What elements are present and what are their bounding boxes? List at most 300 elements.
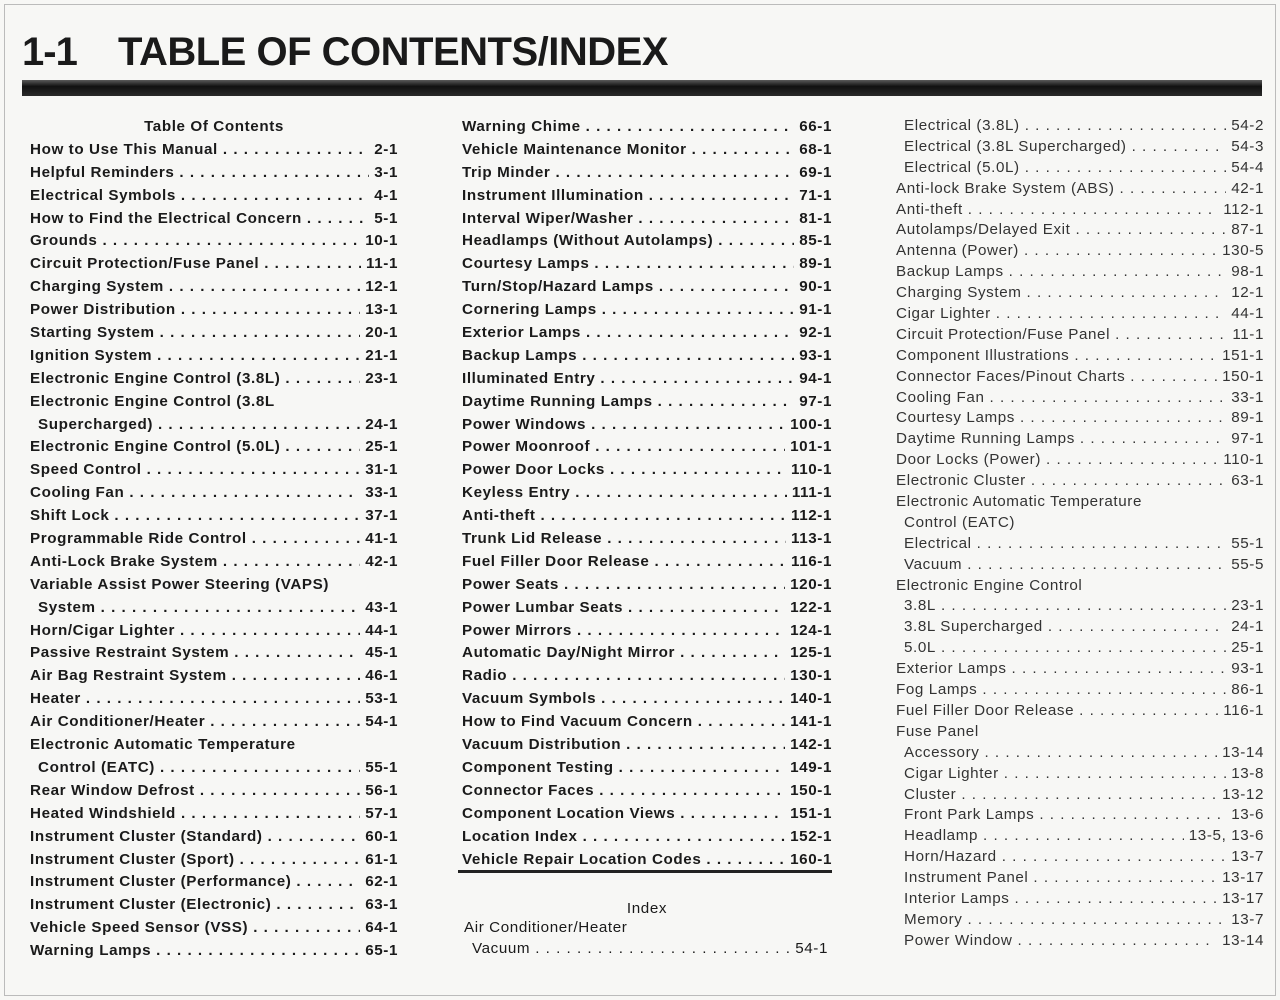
entry-page: 60-1 bbox=[365, 827, 398, 845]
entry-label: Anti-theft bbox=[462, 507, 536, 525]
toc-entry bbox=[462, 368, 832, 391]
dot-leader bbox=[610, 459, 786, 482]
dot-leader bbox=[638, 208, 794, 231]
dot-leader bbox=[1014, 889, 1217, 910]
dot-leader bbox=[223, 551, 360, 574]
toc-entry bbox=[30, 574, 398, 597]
entry-label: Variable Assist Power Steering (VAPS) bbox=[30, 575, 330, 593]
entry-label: Interval Wiper/Washer bbox=[462, 209, 634, 227]
dot-leader bbox=[968, 200, 1219, 221]
toc-entry bbox=[462, 528, 832, 551]
dot-leader bbox=[1039, 805, 1226, 826]
entry-page: 122-1 bbox=[790, 598, 832, 616]
entry-page: 110-1 bbox=[1223, 451, 1264, 469]
entry-page: 66-1 bbox=[799, 118, 832, 135]
entry-page: 64-1 bbox=[365, 919, 398, 937]
dot-leader bbox=[602, 299, 794, 322]
toc-entry bbox=[30, 139, 398, 162]
entry-page: 86-1 bbox=[1231, 681, 1264, 699]
entry-page: 94-1 bbox=[799, 369, 832, 387]
dot-leader bbox=[1009, 262, 1227, 283]
toc-entry bbox=[30, 322, 398, 345]
entry-page: 90-1 bbox=[799, 278, 832, 296]
entry-page: 42-1 bbox=[1231, 179, 1264, 197]
dot-leader bbox=[180, 620, 360, 643]
toc-entry bbox=[30, 780, 398, 803]
entry-label: 3.8L Supercharged bbox=[904, 618, 1043, 636]
entry-label: Electronic Automatic Temperature bbox=[896, 493, 1142, 511]
dot-leader bbox=[160, 757, 360, 780]
index-entry bbox=[896, 868, 1264, 889]
index-entry bbox=[896, 743, 1264, 764]
entry-page: 23-1 bbox=[1231, 597, 1264, 615]
index-entry bbox=[896, 680, 1264, 701]
dot-leader bbox=[583, 826, 786, 849]
entry-label: Illuminated Entry bbox=[462, 369, 596, 387]
dot-leader bbox=[1132, 137, 1227, 158]
toc-entry bbox=[30, 276, 398, 299]
entry-label: Fog Lamps bbox=[896, 681, 978, 699]
entry-label: Autolamps/Delayed Exit bbox=[896, 221, 1071, 239]
dot-leader bbox=[234, 642, 360, 665]
entry-label: Instrument Panel bbox=[904, 869, 1029, 887]
dot-leader bbox=[626, 734, 785, 757]
entry-label: Charging System bbox=[896, 284, 1022, 302]
entry-page: 13-5, 13-6 bbox=[1188, 827, 1264, 845]
toc-column-2 bbox=[462, 116, 832, 871]
entry-label: Air Conditioner/Heater bbox=[464, 919, 628, 936]
entry-label: How to Use This Manual bbox=[30, 140, 218, 158]
dot-leader bbox=[1079, 701, 1218, 722]
dot-leader bbox=[1080, 429, 1226, 450]
entry-page: 97-1 bbox=[1231, 430, 1264, 448]
entry-label: Courtesy Lamps bbox=[462, 255, 590, 273]
index-start bbox=[464, 917, 828, 959]
entry-page: 13-14 bbox=[1222, 931, 1264, 949]
entry-label: Vehicle Speed Sensor (VSS) bbox=[30, 919, 249, 937]
index-entry bbox=[896, 805, 1264, 826]
toc-entry bbox=[30, 917, 398, 940]
entry-label: Automatic Day/Night Mirror bbox=[462, 644, 676, 662]
index-entry bbox=[896, 241, 1264, 262]
entry-label: Anti-theft bbox=[896, 200, 963, 218]
toc-entry bbox=[462, 665, 832, 688]
dot-leader bbox=[1130, 367, 1217, 388]
dot-leader bbox=[941, 638, 1226, 659]
entry-label: Programmable Ride Control bbox=[30, 530, 247, 548]
toc-entry bbox=[462, 139, 832, 162]
toc-entry bbox=[462, 803, 832, 826]
index-entry bbox=[896, 367, 1264, 388]
dot-leader bbox=[1024, 241, 1217, 262]
entry-label: Shift Lock bbox=[30, 507, 110, 525]
entry-label: Passive Restraint System bbox=[30, 644, 230, 662]
toc-entry bbox=[30, 734, 398, 757]
dot-leader bbox=[982, 680, 1226, 701]
entry-page: 13-7 bbox=[1231, 848, 1264, 866]
dot-leader bbox=[1075, 220, 1226, 241]
entry-page: 11-1 bbox=[1232, 325, 1264, 343]
entry-page: 63-1 bbox=[1231, 472, 1264, 490]
entry-page: 142-1 bbox=[790, 736, 832, 754]
entry-label: Exterior Lamps bbox=[896, 660, 1007, 678]
entry-page: 2-1 bbox=[374, 140, 398, 158]
index-entry bbox=[896, 701, 1264, 722]
dot-leader bbox=[1025, 158, 1226, 179]
dot-leader bbox=[296, 871, 360, 894]
entry-label: Circuit Protection/Fuse Panel bbox=[30, 255, 260, 273]
entry-page: 20-1 bbox=[365, 324, 398, 342]
entry-label: How to Find Vacuum Concern bbox=[462, 713, 693, 731]
entry-label: Front Park Lamps bbox=[904, 806, 1035, 824]
toc-entry bbox=[30, 871, 398, 894]
entry-label: Connector Faces bbox=[462, 781, 595, 799]
entry-page: 13-17 bbox=[1222, 889, 1264, 907]
entry-label: Electronic Engine Control (3.8L) bbox=[30, 369, 281, 387]
dot-leader bbox=[129, 482, 360, 505]
index-entry bbox=[896, 304, 1264, 325]
toc-entry bbox=[30, 894, 398, 917]
dot-leader bbox=[967, 555, 1226, 576]
entry-page: 12-1 bbox=[365, 278, 398, 296]
entry-page: 87-1 bbox=[1231, 221, 1264, 239]
toc-entry bbox=[30, 253, 398, 276]
toc-entry bbox=[462, 734, 832, 757]
dot-leader bbox=[232, 665, 360, 688]
dot-leader bbox=[555, 162, 794, 185]
toc-entry bbox=[30, 368, 398, 391]
index-entry bbox=[896, 889, 1264, 910]
dot-leader bbox=[961, 785, 1217, 806]
entry-page: 81-1 bbox=[799, 209, 832, 227]
toc-entry bbox=[462, 780, 832, 803]
toc-entry bbox=[30, 185, 398, 208]
entry-page: 65-1 bbox=[365, 942, 398, 960]
entry-label: Warning Chime bbox=[462, 118, 581, 135]
entry-page: 24-1 bbox=[365, 415, 398, 433]
entry-page: 89-1 bbox=[799, 255, 832, 273]
dot-leader bbox=[582, 345, 794, 368]
entry-label: Power Seats bbox=[462, 575, 559, 593]
dot-leader bbox=[223, 139, 369, 162]
dot-leader bbox=[114, 505, 360, 528]
entry-page: 46-1 bbox=[365, 667, 398, 685]
toc-entry bbox=[462, 414, 832, 437]
entry-label: Memory bbox=[904, 910, 963, 928]
entry-page: 62-1 bbox=[365, 873, 398, 891]
dot-leader bbox=[658, 391, 795, 414]
toc-entry bbox=[30, 459, 398, 482]
entry-page: 21-1 bbox=[365, 346, 398, 364]
toc-entry bbox=[462, 597, 832, 620]
dot-leader bbox=[1018, 931, 1218, 952]
entry-label: Vacuum bbox=[472, 940, 531, 957]
entry-label: Location Index bbox=[462, 827, 578, 845]
dot-leader bbox=[1046, 450, 1218, 471]
dot-leader bbox=[941, 596, 1226, 617]
entry-page: 63-1 bbox=[365, 896, 398, 914]
entry-page: 93-1 bbox=[1231, 660, 1264, 678]
entry-page: 3-1 bbox=[374, 163, 398, 181]
index-entry bbox=[896, 931, 1264, 952]
entry-page: 45-1 bbox=[365, 644, 398, 662]
dot-leader bbox=[1012, 659, 1227, 680]
entry-label: Air Conditioner/Heater bbox=[30, 713, 206, 731]
entry-label: Component Illustrations bbox=[896, 346, 1070, 364]
toc-entry bbox=[30, 665, 398, 688]
section-number: 1-1 bbox=[22, 30, 77, 74]
entry-page: 24-1 bbox=[1231, 618, 1264, 636]
entry-label: Headlamp bbox=[904, 827, 979, 845]
toc-entry bbox=[462, 642, 832, 665]
index-entry bbox=[896, 325, 1264, 346]
toc-entry bbox=[462, 711, 832, 734]
entry-label: Backup Lamps bbox=[896, 263, 1004, 281]
dot-leader bbox=[1002, 847, 1226, 868]
dot-leader bbox=[1120, 179, 1227, 200]
entry-page: 13-17 bbox=[1222, 869, 1264, 887]
entry-label: Daytime Running Lamps bbox=[462, 392, 653, 410]
entry-label: Exterior Lamps bbox=[462, 324, 581, 342]
entry-page: 10-1 bbox=[365, 232, 398, 250]
entry-page: 25-1 bbox=[1231, 639, 1264, 657]
dot-leader bbox=[706, 849, 785, 872]
entry-page: 69-1 bbox=[799, 163, 832, 181]
entry-page: 54-1 bbox=[365, 713, 398, 731]
entry-label: Instrument Cluster (Standard) bbox=[30, 827, 263, 845]
dot-leader bbox=[200, 780, 360, 803]
dot-leader bbox=[586, 322, 794, 345]
entry-label: Electronic Engine Control (5.0L) bbox=[30, 438, 281, 456]
dot-leader bbox=[595, 436, 785, 459]
page-title: TABLE OF CONTENTS/INDEX bbox=[118, 30, 668, 74]
entry-label: Electrical Symbols bbox=[30, 186, 176, 204]
dot-leader bbox=[586, 116, 795, 139]
entry-label: Starting System bbox=[30, 324, 155, 342]
toc-entry bbox=[30, 345, 398, 368]
entry-page: 11-1 bbox=[366, 255, 398, 273]
entry-label: Speed Control bbox=[30, 461, 142, 479]
entry-label: Component Location Views bbox=[462, 804, 676, 822]
entry-label: System bbox=[38, 598, 96, 616]
entry-page: 100-1 bbox=[790, 415, 832, 433]
entry-label: Ignition System bbox=[30, 346, 153, 364]
entry-page: 13-7 bbox=[1231, 910, 1264, 928]
entry-page: 120-1 bbox=[790, 575, 832, 593]
dot-leader bbox=[984, 722, 1259, 743]
entry-label: Backup Lamps bbox=[462, 346, 578, 364]
toc-entry bbox=[462, 757, 832, 780]
dot-leader bbox=[86, 688, 360, 711]
entry-label: Cornering Lamps bbox=[462, 301, 597, 319]
dot-leader bbox=[996, 304, 1226, 325]
entry-label: Heated Windshield bbox=[30, 804, 176, 822]
dot-leader bbox=[983, 826, 1184, 847]
toc-entry bbox=[462, 482, 832, 505]
toc-entry bbox=[30, 688, 398, 711]
dot-leader bbox=[285, 436, 360, 459]
entry-label: Electronic Automatic Temperature bbox=[30, 736, 296, 754]
entry-page: 91-1 bbox=[799, 301, 832, 319]
dot-leader bbox=[169, 276, 360, 299]
toc-entry bbox=[462, 391, 832, 414]
entry-page: 89-1 bbox=[1231, 409, 1264, 427]
entry-label: Electronic Engine Control bbox=[896, 576, 1083, 594]
entry-label: Power Mirrors bbox=[462, 621, 572, 639]
entry-page: 149-1 bbox=[790, 758, 832, 776]
entry-page: 31-1 bbox=[365, 461, 398, 479]
entry-label: Daytime Running Lamps bbox=[896, 430, 1075, 448]
entry-page: 61-1 bbox=[365, 850, 398, 868]
entry-page: 111-1 bbox=[791, 484, 832, 502]
index-entry bbox=[896, 116, 1264, 137]
entry-label: Air Bag Restraint System bbox=[30, 667, 227, 685]
toc-entry bbox=[30, 826, 398, 849]
entry-label: Power Window bbox=[904, 931, 1013, 949]
toc-entry bbox=[462, 551, 832, 574]
toc-entry bbox=[30, 230, 398, 253]
dot-leader bbox=[264, 253, 361, 276]
toc-entry bbox=[462, 208, 832, 231]
index-entry bbox=[896, 179, 1264, 200]
entry-page: 37-1 bbox=[365, 507, 398, 525]
toc-entry bbox=[30, 482, 398, 505]
section-divider bbox=[458, 870, 832, 873]
toc-entry bbox=[30, 208, 398, 231]
toc-entry bbox=[30, 711, 398, 734]
toc-entry bbox=[462, 299, 832, 322]
entry-label: Vehicle Maintenance Monitor bbox=[462, 140, 687, 158]
entry-page: 42-1 bbox=[365, 552, 398, 570]
entry-page: 44-1 bbox=[365, 621, 398, 639]
dot-leader bbox=[1025, 116, 1226, 137]
entry-page: 93-1 bbox=[799, 346, 832, 364]
entry-label: Power Door Locks bbox=[462, 461, 605, 479]
dot-leader bbox=[607, 528, 786, 551]
index-entry bbox=[896, 513, 1264, 534]
index-entry bbox=[896, 764, 1264, 785]
index-entry bbox=[896, 137, 1264, 158]
entry-page: 25-1 bbox=[365, 438, 398, 456]
toc-entry bbox=[30, 940, 398, 963]
entry-page: 112-1 bbox=[1223, 200, 1264, 218]
dot-leader bbox=[268, 826, 361, 849]
entry-page: 55-1 bbox=[1231, 534, 1264, 552]
dot-leader bbox=[334, 574, 393, 597]
entry-page: 13-1 bbox=[365, 301, 398, 319]
index-entry bbox=[896, 534, 1264, 555]
entry-label: Door Locks (Power) bbox=[896, 451, 1041, 469]
dot-leader bbox=[101, 597, 361, 620]
dot-leader bbox=[575, 482, 787, 505]
toc-entry bbox=[462, 459, 832, 482]
entry-page: 101-1 bbox=[790, 438, 832, 456]
entry-page: 71-1 bbox=[799, 186, 832, 204]
entry-label: Component Testing bbox=[462, 758, 614, 776]
toc-entry bbox=[30, 436, 398, 459]
entry-label: Accessory bbox=[904, 743, 980, 761]
entry-label: Cigar Lighter bbox=[896, 305, 991, 323]
entry-label: Charging System bbox=[30, 278, 164, 296]
index-entry bbox=[896, 408, 1264, 429]
toc-entry bbox=[30, 162, 398, 185]
dot-leader bbox=[628, 597, 785, 620]
entry-label: Control (EATC) bbox=[904, 513, 1016, 531]
entry-label: Turn/Stop/Hazard Lamps bbox=[462, 278, 654, 296]
toc-entry bbox=[462, 620, 832, 643]
entry-label: Vacuum bbox=[904, 555, 963, 573]
toc-entry bbox=[462, 162, 832, 185]
entry-label: Control (EATC) bbox=[38, 758, 155, 776]
dot-leader bbox=[181, 299, 360, 322]
toc-entry bbox=[30, 528, 398, 551]
index-entry bbox=[896, 429, 1264, 450]
index-entry bbox=[896, 283, 1264, 304]
entry-label: Courtesy Lamps bbox=[896, 409, 1015, 427]
entry-page: 44-1 bbox=[1231, 305, 1264, 323]
index-entry bbox=[896, 659, 1264, 680]
entry-label: Trunk Lid Release bbox=[462, 530, 603, 548]
entry-label: Supercharged) bbox=[38, 415, 153, 433]
dot-leader bbox=[1074, 346, 1217, 367]
entry-page: 160-1 bbox=[790, 850, 832, 868]
entry-label: Circuit Protection/Fuse Panel bbox=[896, 325, 1111, 343]
dot-leader bbox=[1004, 764, 1226, 785]
toc-entry bbox=[462, 276, 832, 299]
entry-page: 124-1 bbox=[790, 621, 832, 639]
entry-page: 140-1 bbox=[790, 690, 832, 708]
dot-leader bbox=[160, 322, 361, 345]
entry-label: Antenna (Power) bbox=[896, 242, 1019, 260]
dot-leader bbox=[1020, 408, 1226, 429]
entry-label: Fuel Filler Door Release bbox=[462, 552, 650, 570]
toc-entry bbox=[30, 642, 398, 665]
dot-leader bbox=[240, 849, 361, 872]
dot-leader bbox=[718, 230, 794, 253]
dot-leader bbox=[147, 459, 361, 482]
entry-page: 53-1 bbox=[365, 690, 398, 708]
entry-page: 57-1 bbox=[365, 804, 398, 822]
entry-label: Instrument Cluster (Electronic) bbox=[30, 896, 272, 914]
entry-label: Fuse Panel bbox=[896, 722, 979, 740]
toc-entry bbox=[462, 345, 832, 368]
index-entry bbox=[896, 492, 1264, 513]
toc-entry bbox=[30, 505, 398, 528]
entry-page: 141-1 bbox=[790, 713, 832, 731]
entry-label: Electrical (3.8L Supercharged) bbox=[904, 137, 1127, 155]
dot-leader bbox=[599, 780, 785, 803]
index-entry bbox=[896, 555, 1264, 576]
entry-label: Vacuum Distribution bbox=[462, 736, 622, 754]
entry-label: Electronic Cluster bbox=[896, 472, 1026, 490]
index-entry bbox=[896, 388, 1264, 409]
index-entry bbox=[896, 910, 1264, 931]
dot-leader bbox=[1048, 617, 1226, 638]
entry-label: Power Distribution bbox=[30, 301, 176, 319]
dot-leader bbox=[1020, 513, 1259, 534]
entry-label: Electrical (3.8L) bbox=[904, 117, 1020, 134]
entry-page: 110-1 bbox=[790, 461, 832, 479]
toc-entry bbox=[30, 414, 398, 437]
dot-leader bbox=[158, 414, 360, 437]
entry-label: Horn/Cigar Lighter bbox=[30, 621, 175, 639]
entry-page: 33-1 bbox=[365, 484, 398, 502]
dot-leader bbox=[301, 734, 393, 757]
entry-label: Vacuum Symbols bbox=[462, 690, 597, 708]
dot-leader bbox=[659, 276, 794, 299]
entry-label: Radio bbox=[462, 667, 508, 685]
entry-page: 97-1 bbox=[799, 392, 832, 410]
